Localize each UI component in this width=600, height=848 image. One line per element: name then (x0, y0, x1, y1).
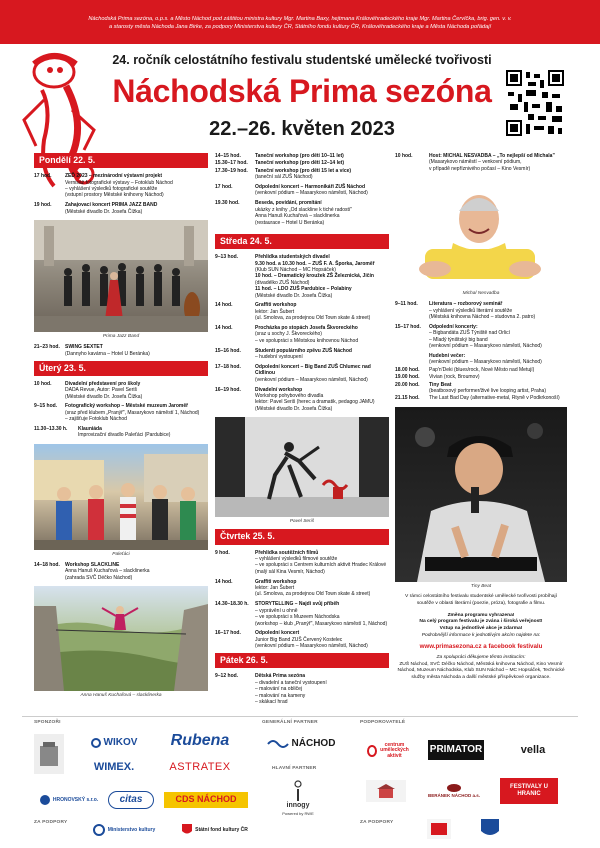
event-line: v případě nepříznivého počasí – Kino Vesmír) (429, 165, 531, 172)
event-time: 14.30–18.30 h. (215, 601, 249, 608)
event-time: 14–15 hod. (215, 153, 241, 159)
event-line: – malování na obličej (255, 686, 302, 693)
event-time: 16–19 hod. (215, 386, 241, 393)
event-time: 19.00 hod. (395, 374, 420, 381)
hronovsky-icon (40, 795, 50, 805)
event-row (215, 153, 389, 159)
event-line: – ve spolupráci s Muzeem Náchodska (255, 614, 340, 621)
kralovehradecky-kraj-logo[interactable] (424, 818, 454, 840)
event-title: Host: MICHAL NESVADBA – „To nejlepší od Michala" (429, 153, 555, 159)
event-title: Beseda, povídání, promítání (255, 200, 322, 207)
day-header-thursday: Čtvrtek 25. 5. (215, 529, 389, 544)
event-row (395, 367, 567, 373)
event-time: 14–18 hod. (34, 562, 60, 568)
event-line: – Mladý týništský big band (429, 336, 488, 343)
event-time: 14 hod. (215, 578, 233, 585)
event-title: Odpolední koncert (255, 630, 300, 637)
event-row (34, 202, 208, 215)
logo-primator[interactable]: PRIMATOR (428, 740, 484, 760)
event-row (395, 382, 567, 395)
event-time: 17 hod. (34, 173, 52, 180)
event-title: Odpolední koncert – Big Band ZUŠ Chlumec nad Cidlinou (255, 364, 371, 377)
event-row (215, 364, 389, 383)
event-row (395, 324, 567, 350)
note-info: Podrobnější informace k jednotlivým akcím najdete na: (421, 633, 541, 639)
event-line: (Dannyho kavárna – Hotel U Beránka) (65, 350, 150, 357)
event-row (215, 160, 389, 166)
event-row (215, 387, 389, 413)
event-row (34, 426, 208, 439)
michal-nesvadba-figure (395, 177, 567, 289)
event-line: Vernisáž fotografické výstavy – Fotoklub Náchod (65, 179, 173, 186)
event-row (34, 562, 208, 581)
event-time: 20.00 hod. (395, 381, 420, 388)
event-line: (malý sál Kina Vesmír, Náchod) (255, 568, 325, 575)
note-line: ZUŠ Náchod, SVČ Déčko Náchod, Městská knihovna Náchod, Kino Vesmír (399, 661, 563, 667)
event-line: (Masarykovo náměstí – venkovní pódium, (429, 159, 522, 166)
event-time: 9–13 hod. (215, 254, 239, 261)
event-row (215, 630, 389, 649)
photo-paletaci (34, 444, 208, 550)
column-1 (34, 150, 208, 703)
event-time: 17–18 hod. (215, 364, 241, 371)
event-time: 15.30–17 hod. (215, 160, 248, 167)
note-line: soutěže v oblasti literární (poezie, próza), fotografie a filmu. (416, 600, 546, 606)
event-line: (ul. Smolova, za prodejnou Old Town skate & street) (255, 315, 371, 322)
note-thanks: Za spolupráci děkujeme těmto institucím: (436, 654, 526, 660)
event-line: (taneční sál ZUŠ Náchod) (255, 174, 313, 181)
region-icon (427, 819, 451, 839)
event-time: 17.30–19 hod. (215, 167, 248, 174)
event-row (215, 302, 389, 321)
event-line: 11 hod. – LDO ZUŠ Pardubice – Polabiny (255, 286, 352, 293)
event-title: Workshop SLACKLINE (65, 562, 120, 568)
photo-michal-nesvadba (395, 177, 567, 289)
photo-caption: Anna Hanuš Kuchařová – slacklinerka (80, 693, 162, 699)
ram-icon (446, 783, 462, 793)
event-time: 21.15 hod. (395, 395, 420, 402)
paletaci-clowns (34, 444, 208, 550)
photo-caption: Michal Nesvadba (462, 291, 500, 297)
event-title: Hudební večer: (429, 353, 466, 360)
event-line: (Městská knihovna Náchod – studovna 2. patro) (429, 314, 536, 321)
festival-header (104, 52, 500, 143)
photo-pavel-seris (215, 417, 389, 517)
event-row (215, 325, 389, 344)
event-line: 9.30 hod. a 10.30 hod. – ZUŠ F. A. Šporka, Jaroměř (255, 260, 375, 267)
event-line: – hudební vystoupení (255, 354, 303, 361)
logo-beranek[interactable]: BERÁNEK NÁCHOD a.s. (426, 780, 482, 802)
event-row (395, 374, 567, 380)
festival-date: 22.–26. květen 2023 (209, 117, 395, 140)
event-title: Graffiti workshop (255, 578, 297, 585)
event-title: Procházka po stopách Josefa Škvoreckého (255, 325, 358, 332)
slackline-landscape (34, 586, 208, 691)
note-line: V rámci celostátního festivalu studentské umělecké tvořivosti probíhají (405, 593, 557, 599)
event-title: STORYTELLING – Najdi svůj příběh (255, 601, 340, 608)
event-time: 19 hod. (34, 202, 52, 209)
logo-nachod[interactable]: NÁCHOD (258, 734, 344, 754)
event-title: Odpolední koncerty: (429, 323, 478, 330)
event-line: DADA Revue, Autor: Pavel Seriš (65, 387, 137, 394)
photo-prima-jazz-band (34, 220, 208, 332)
event-line: (sraz u sochy J. Škvoreckého) (255, 331, 322, 338)
event-title: Zahajovací koncert PRIMA JAZZ BAND (65, 202, 158, 209)
event-line: (Klub SUN Náchod – MC Hopsáček) (255, 266, 336, 273)
event-line: – ve spolupráci s Městskou knihovnou Náchod (255, 337, 359, 344)
festival-notes (395, 594, 567, 682)
event-title: Pap'n'Deki (blues/rock, Nové Město nad Metují) (429, 366, 535, 373)
logo-hronovsky[interactable]: HRONOVSKÝ s.r.o. (34, 792, 104, 808)
logo-rubena[interactable]: Rubena (170, 731, 230, 749)
event-row (215, 348, 389, 361)
event-title: Klauniáda (78, 426, 102, 433)
event-line: – zajišťuje Fotoklub Náchod (65, 416, 127, 423)
event-line: (restaurace – Hotel U Beránka) (255, 219, 325, 226)
event-row (215, 200, 389, 226)
event-time: 11.30–13.30 h. (34, 426, 68, 433)
event-time: 9–12 hod. (215, 673, 239, 680)
event-line: – vyhlášení výsledků fotografické soutěže (65, 186, 158, 193)
event-time: 19.30 hod. (215, 200, 240, 207)
event-title: ZEĎ 2023 – mezinárodní výstavní projekt (65, 173, 162, 180)
photo-caption: Paleťáci (112, 551, 130, 557)
event-line: – divadelní a taneční vystoupení (255, 679, 327, 686)
logo-cds-nachod[interactable]: CDS NÁCHOD (164, 792, 248, 808)
event-row (34, 173, 208, 199)
event-line: (workshop – klub „Pranýř", Masarykovo náměstí 1, Náchod) (255, 620, 388, 627)
event-row (34, 381, 208, 400)
photo-slackline (34, 586, 208, 691)
event-title: Taneční workshop (pro děti 15 let a více) (255, 167, 352, 174)
event-line: Workshop pohybového divadla (255, 393, 324, 400)
event-line: (venkovní pódium – Masarykovo náměstí, Náchod) (255, 376, 368, 383)
event-time: 9–15 hod. (34, 403, 58, 410)
note-free: Vstup na jednotlivé akce je zdarma! (439, 626, 523, 632)
logo-astratex[interactable]: ASTRATEX (169, 760, 231, 773)
event-line: – vyhlášení výsledků filmové soutěže (255, 556, 338, 563)
event-time: 15–17 hod. (395, 323, 421, 330)
event-title: Přehlídka studentských divadel (255, 254, 330, 261)
event-title: The Last Bad Day (alternative-metal, Rtyně v Podkrkonoší) (429, 395, 560, 402)
hotel-logo[interactable] (366, 780, 406, 802)
event-time: 9–11 hod. (395, 301, 418, 308)
event-line: lektor: Jan Šubert (255, 585, 295, 592)
city-coat-of-arms[interactable] (478, 818, 502, 840)
photo-tiny-beat (395, 407, 567, 582)
top-banner (0, 0, 600, 44)
event-row (395, 301, 567, 320)
event-line: lektor: Pavel Seriš (herec a dramatik, pedagog JAMU) (255, 399, 375, 406)
logo-wimex[interactable]: WIMEX. (93, 760, 135, 773)
event-line: (zahrada SVČ Déčko Náchod) (65, 574, 133, 581)
event-line: – skákací hrad (255, 698, 288, 705)
note-line: Náchod, Muzeum Náchodska, Klub SUN Náchod – MC Hopsáček, Technické (397, 668, 565, 674)
event-line: (vstupní prostory Městské knihovny Náchod) (65, 192, 164, 199)
photo-caption: Tiny Beat (470, 583, 492, 589)
event-title: SWING SEXTET (65, 344, 103, 351)
note-line: služby města Náchoda a další městské příspěvkové organizace. (411, 675, 551, 681)
event-title: Literatura – rozborový seminář (429, 301, 503, 308)
event-line: (Městské divadlo Dr. Josefa Čížka) (65, 393, 143, 400)
event-time: 21–23 hod. (34, 344, 60, 351)
event-row (215, 168, 389, 181)
event-line: (Městské divadlo Dr. Josefa Čížka) (255, 405, 333, 412)
pavel-seris-stage (215, 417, 389, 517)
gear-icon (91, 738, 101, 748)
event-line: (divadélko ZUŠ Náchod) (255, 279, 310, 286)
event-title: Přehlídka soutěžních filmů (255, 549, 319, 556)
event-row (215, 550, 389, 576)
event-line: (beatboxový performer/živé live looping artist, Praha) (429, 387, 546, 394)
event-row (215, 184, 389, 197)
event-row (215, 254, 389, 299)
event-row (395, 153, 567, 172)
event-time: 18.00 hod. (395, 366, 420, 373)
event-line: ukázky z knihy „Od slackline k tiché radosti" (255, 206, 352, 213)
label-support: ZA PODPORY (360, 820, 394, 825)
event-line: – ve spolupráci s Centrem kulturních aktivit Hradec Králové (255, 562, 387, 569)
event-time: 14 hod. (215, 325, 233, 332)
jazz-band-silhouettes (34, 220, 208, 332)
event-title: Tiny Beat (429, 381, 452, 388)
event-title: Vivian (rock, Broumov) (429, 374, 480, 381)
event-row (34, 344, 208, 357)
banner-line: Náchodská Prima sezóna, o.p.s. a Město Náchod pod záštitou ministra kultury Mgr. Martina Baxy, hejtmana Královéhradeckého kraje Mgr. Martina Červíčka, brig. gen. v. v. (88, 16, 512, 22)
innogy-icon (293, 780, 303, 802)
day-header-wednesday: Středa 24. 5. (215, 234, 389, 249)
column-2 (215, 153, 389, 709)
label-supporters: PODPOROVATELÉ (360, 720, 406, 725)
event-line: lektor: Jan Šubert (255, 308, 295, 315)
event-title: Divadelní workshop (255, 386, 303, 393)
event-time: 16–17 hod. (215, 630, 241, 637)
event-time: 17 hod. (215, 184, 233, 191)
banner-line: a starosty města Náchoda Jana Birke, za podpory Ministerstva kultury ČR, Státního fondu kultury ČR, Královéhradeckého kraje a Města Náchoda pořádají (108, 24, 492, 31)
logo-statni-fond-kultury[interactable]: Státní fond kultury ČR (176, 822, 254, 838)
wave-icon (267, 738, 289, 750)
event-line: (sraz před klubem „Pranýř", Masarykovo náměstí 1, Náchod) (65, 409, 200, 416)
event-line: (venkovní pódium – Masarykovo náměstí, Náchod) (429, 343, 542, 350)
event-title: Studenti populárního zpěvu ZUŠ Náchod (255, 347, 352, 354)
event-title: Fotografický workshop – Městské muzeum Jaroměř (65, 403, 189, 410)
note-public: Na celý program festivalu je zvána i široká veřejnost! (419, 619, 543, 625)
label-sponsors: SPONZOŘI (34, 720, 61, 725)
event-line: – vyprávění u ohně (255, 607, 298, 614)
event-title: Graffiti workshop (255, 302, 297, 309)
coat-of-arms-icon (182, 824, 192, 836)
event-time: 14 hod. (215, 302, 233, 309)
event-row (34, 403, 208, 422)
event-line: 10 hod. – Dramatický kroužek ZŠ Železnická, Jičín (255, 273, 374, 280)
day-header-friday: Pátek 26. 5. (215, 653, 389, 668)
event-line: (venkovní pódium – Masarykovo náměstí, Náchod) (429, 359, 542, 366)
event-line: – vyhlášení výsledků literární soutěže (429, 307, 513, 314)
hotel-icon (377, 784, 395, 798)
event-time: 9 hod. (215, 549, 230, 556)
event-row (395, 395, 567, 401)
event-row (395, 353, 567, 366)
photo-caption: Pavel Seriš (289, 519, 315, 525)
logo-festivaly-u-hranic[interactable]: FESTIVALY U HRANIC (500, 778, 558, 804)
event-line: Improvizační divadlo Paleťáci (Pardubice) (78, 432, 171, 439)
label-main-partner: HLAVNÍ PARTNER (272, 766, 317, 771)
event-row (215, 673, 389, 705)
qr-code-icon[interactable] (506, 70, 564, 136)
event-title: Divadelní představení pro školy (65, 380, 141, 387)
event-line: Junior Big Band ZUŠ Červený Kostelec (255, 636, 343, 643)
event-line: (Městské divadlo Dr. Josefa Čížka) (65, 208, 143, 215)
label-general-partner: GENERÁLNÍ PARTNER (262, 720, 318, 725)
event-title: Taneční workshop (pro děti 10–11 let) (255, 153, 344, 159)
event-row (215, 601, 389, 627)
shield-icon (481, 819, 499, 839)
event-line: (venkovní pódium – Masarykovo náměstí, Náchod) (255, 643, 368, 650)
event-title: Odpolední koncert – Harmonikáři ZUŠ Náchod (255, 184, 366, 191)
ministry-icon (93, 824, 105, 836)
event-time: 15–16 hod. (215, 347, 241, 354)
logo-wikov[interactable]: WIKOV (86, 734, 142, 752)
event-title: Dětská Prima sezóna (255, 673, 306, 680)
sponsors-divider (22, 716, 578, 717)
logo-vella[interactable]: vella (520, 743, 546, 756)
event-line: (ul. Smolova, za prodejnou Old Town skate & street) (255, 591, 371, 598)
tiny-beat-performer (395, 407, 567, 582)
logo-innogy[interactable]: innogy Powered by RWE (278, 776, 318, 820)
sponsor-logo-1[interactable] (34, 734, 64, 774)
event-line: Anna Hanuš Kuchařová – slacklinerka (255, 213, 340, 220)
label-support: ZA PODPORY (34, 820, 68, 825)
day-header-tuesday: Úterý 23. 5. (34, 361, 208, 376)
festival-title: Náchodská Prima sezóna (112, 73, 492, 109)
event-time (395, 353, 429, 366)
note-change: Změna programu vyhrazena! (447, 612, 515, 618)
event-row (215, 579, 389, 598)
event-line: (venkovní pódium – Masarykovo náměstí, Náchod) (255, 190, 368, 197)
logo-cua[interactable]: centrum uměleckých aktivit (360, 740, 416, 762)
column-3 (395, 153, 567, 682)
event-line: – Bigbandáta ZUŠ Týniště nad Orlicí (429, 330, 511, 337)
event-line: – malování na kameny (255, 692, 306, 699)
day-header-monday: Pondělí 22. 5. (34, 153, 208, 168)
event-line: (Městské divadlo Dr. Josefa Čížka) (255, 292, 333, 299)
building-icon (38, 740, 60, 768)
event-line: Anna Hanuš Kuchařová – slacklinerka (65, 568, 150, 575)
event-time: 10 hod. (395, 153, 413, 159)
logo-ministerstvo-kultury[interactable]: Ministerstvo kultury (88, 822, 160, 838)
festival-subtitle: 24. ročník celostátního festivalu studentské umělecké tvořivosti (112, 53, 492, 67)
cua-icon (367, 745, 377, 757)
event-time: 10 hod. (34, 380, 52, 387)
photo-caption: Prima Jazz Band (102, 334, 140, 340)
website-link[interactable]: www.primasezona.cz a facebook festivalu (419, 643, 543, 651)
logo-citas[interactable]: citas (108, 791, 154, 809)
event-title: Taneční workshop (pro děti 12–14 let) (255, 160, 345, 167)
